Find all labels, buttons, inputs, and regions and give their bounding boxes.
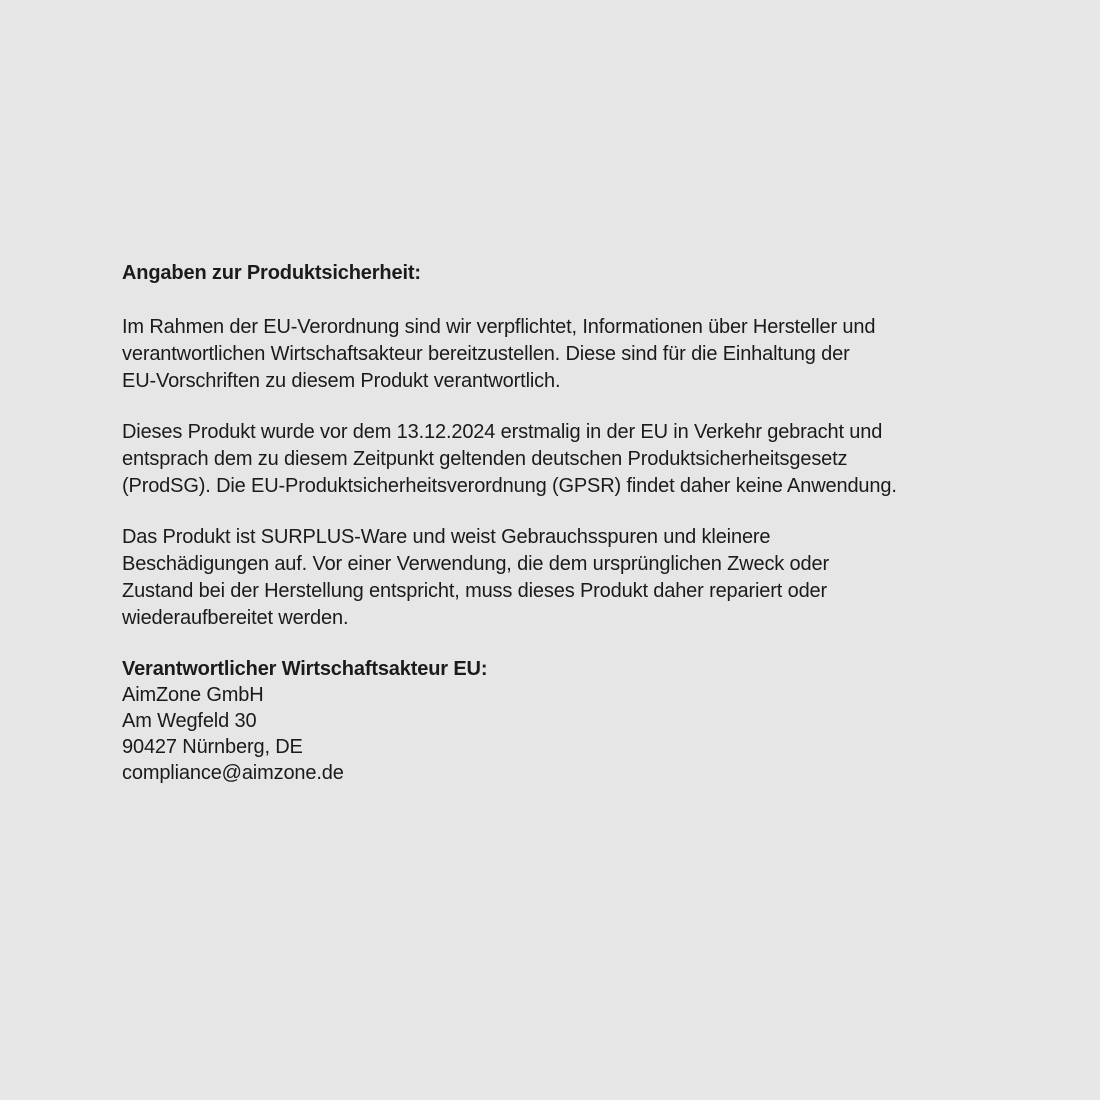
paragraph-market-date [122, 419, 1002, 500]
company-name: AimZone GmbH [122, 684, 264, 706]
economic-operator-block [122, 656, 1002, 786]
street-address: Am Wegfeld 30 [122, 710, 257, 732]
paragraph-eu-regulation [122, 314, 1002, 395]
paragraph-line: Dieses Produkt wurde vor dem 13.12.2024 erstmalig in der EU in Verkehr gebracht und [122, 421, 883, 443]
paragraph-surplus-condition [122, 524, 1002, 632]
city-address: 90427 Nürnberg, DE [122, 736, 303, 758]
paragraph-line: wiederaufbereitet werden. [122, 607, 349, 629]
paragraph-line: EU-Vorschriften zu diesem Produkt verantwortlich. [122, 370, 561, 392]
paragraph-line: (ProdSG). Die EU-Produktsicherheitsverordnung (GPSR) findet daher keine Anwendung. [122, 475, 897, 497]
paragraph-line: Im Rahmen der EU-Verordnung sind wir verpflichtet, Informationen über Hersteller und [122, 316, 876, 338]
paragraph-line: verantwortlichen Wirtschaftsakteur bereitzustellen. Diese sind für die Einhaltung der [122, 343, 850, 365]
paragraph-line: Das Produkt ist SURPLUS-Ware und weist Gebrauchsspuren und kleinere [122, 526, 771, 548]
paragraph-line: Zustand bei der Herstellung entspricht, muss dieses Produkt daher repariert oder [122, 580, 828, 602]
paragraph-line: Beschädigungen auf. Vor einer Verwendung, die dem ursprünglichen Zweck oder [122, 553, 829, 575]
product-safety-text-block [122, 260, 1002, 786]
paragraph-line: entsprach dem zu diesem Zeitpunkt geltenden deutschen Produktsicherheitsgesetz [122, 448, 848, 470]
section-heading: Angaben zur Produktsicherheit: [122, 262, 421, 284]
economic-operator-heading: Verantwortlicher Wirtschaftsakteur EU: [122, 658, 488, 680]
contact-email: compliance@aimzone.de [122, 762, 344, 784]
